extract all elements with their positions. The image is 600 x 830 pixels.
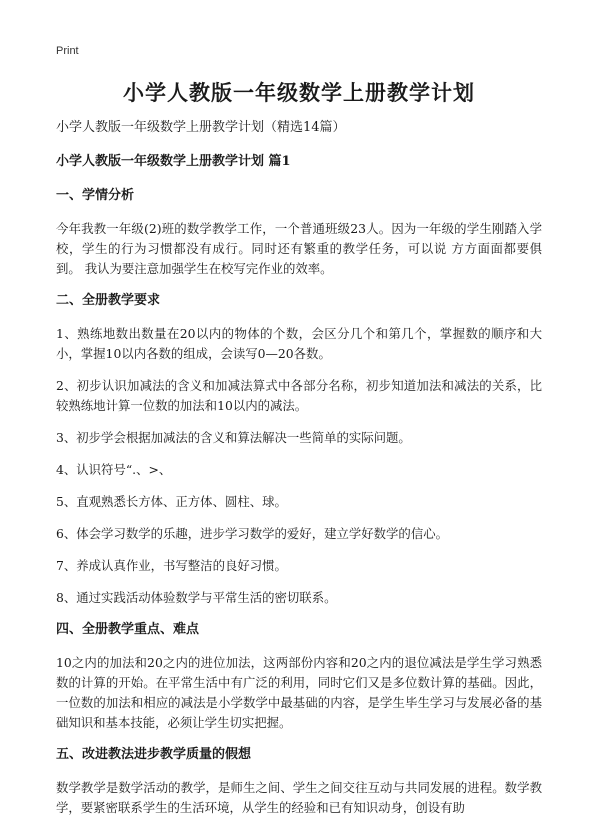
section-title: 小学人教版一年级数学上册教学计划 篇1 xyxy=(56,154,291,169)
list-item: 5、直观熟悉长方体、正方体、圆柱、球。 xyxy=(56,494,287,509)
section-heading-key-points: 四、全册教学重点、难点 xyxy=(56,622,200,637)
paragraph: 10之内的加法和20之内的进位加法，这两部份内容和20之内的退位减法是学生学习熟悉数的计算的开始。在平常生活中有广泛的利用，同时它们又是多位数计算的基础。因此，一位数的加法和相应的减法是小学数学中最基础的内容，是学生毕生学习与发展必备的基础知识和基本技能，必须让学生切实把握。 xyxy=(56,655,542,730)
section-heading-analysis: 一、学情分析 xyxy=(56,188,135,203)
list-item: 8、通过实践活动体验数学与平常生活的密切联系。 xyxy=(56,590,337,605)
paragraph: 数学教学是数学活动的教学，是师生之间、学生之间交往互动与共同发展的进程。数学教学，要紧密联系学生的生活环境，从学生的经验和已有知识动身，创设有助 xyxy=(56,780,542,815)
print-link[interactable]: Print xyxy=(56,45,79,57)
document-subtitle: 小学人教版一年级数学上册教学计划（精选14篇） xyxy=(56,120,346,135)
document-body xyxy=(56,118,542,830)
list-item: 3、初步学会根据加减法的含义和算法解决一些简单的实际问题。 xyxy=(56,430,411,445)
document-title: 小学人教版一年级数学上册教学计划 xyxy=(123,80,475,105)
list-item: 1、熟练地数出数量在20以内的物体的个数，会区分几个和第几个，掌握数的顺序和大小，掌握10以内各数的组成，会读写0—20各数。 xyxy=(56,326,542,361)
list-item: 2、初步认识加减法的含义和加减法算式中各部分名称，初步知道加法和减法的关系，比较熟练地计算一位数的加法和10以内的减法。 xyxy=(56,378,542,413)
list-item: 7、养成认真作业，书写整洁的良好习惯。 xyxy=(56,558,287,573)
list-item: 4、认识符号“.、>、 xyxy=(56,462,172,477)
section-heading-improvement: 五、改进教法进步教学质量的假想 xyxy=(56,747,252,762)
section-heading-requirements: 二、全册教学要求 xyxy=(56,293,161,308)
paragraph: 今年我教一年级(2)班的数学教学工作，一个普通班级23人。因为一年级的学生刚踏入学校，学生的行为习惯都没有成行。同时还有繁重的教学任务，可以说 方方面面都要俱到。 我认为要注意加强学生在校写完作业的效率。 xyxy=(56,221,542,276)
list-item: 6、体会学习数学的乐趣，进步学习数学的爱好，建立学好数学的信心。 xyxy=(56,526,448,541)
